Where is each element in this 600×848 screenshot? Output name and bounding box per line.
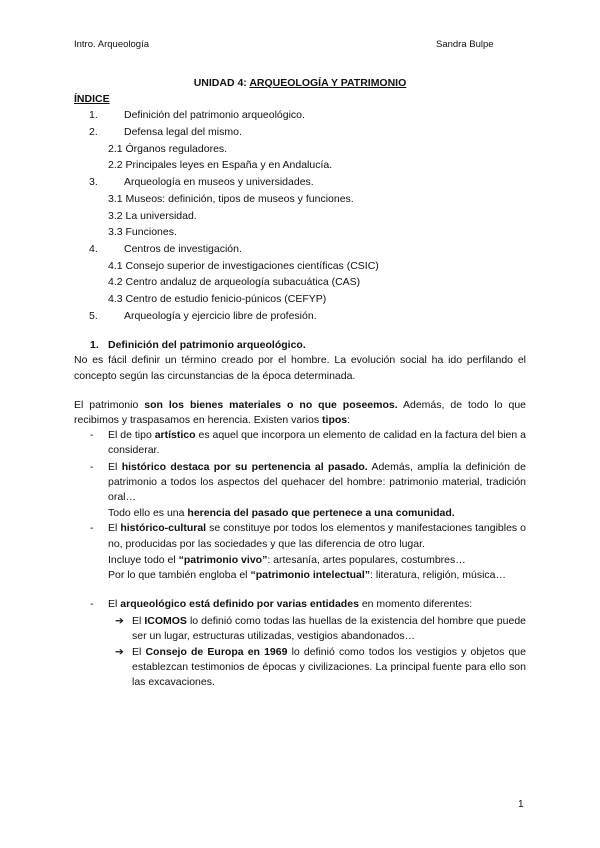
toc-item: 1. Definición del patrimonio arqueológico.	[89, 109, 305, 122]
table-of-contents	[74, 108, 526, 324]
section-heading: 1. Definición del patrimonio arqueológico.	[90, 339, 306, 352]
bullet-artistico: - El de tipo artístico es aquel que incorpora un elemento de calidad en la factura del bien a considerar.	[90, 429, 526, 457]
header-right: Sandra Bulpe	[436, 39, 494, 50]
page-number: 1	[518, 799, 524, 810]
bullet-continuation: Incluye todo el “patrimonio vivo”: artesanía, artes populares, costumbres…	[108, 553, 466, 566]
index-heading: ÍNDICE	[74, 93, 110, 105]
toc-item: 3. Arqueología en museos y universidades.	[89, 176, 314, 189]
bullet-historico-cultural: - El histórico-cultural se constituye por todos los elementos y manifestaciones tangibles o no, producidas por las sociedades y que las diferencia de otro lugar.	[90, 522, 526, 550]
toc-item: 4. Centros de investigación.	[89, 242, 242, 255]
toc-subitem: 2.2 Principales leyes en España y en Andalucía.	[108, 159, 333, 172]
toc-subitem: 3.2 La universidad.	[108, 209, 197, 222]
arrow-right-icon: ➔	[115, 614, 124, 627]
bullet-arqueologico: - El arqueológico está definido por varias entidades en momento diferentes:	[90, 598, 473, 611]
arrow-right-icon: ➔	[115, 646, 124, 658]
bullet-continuation: Por lo que también engloba el “patrimonio intelectual”: literatura, religión, música…	[108, 569, 507, 582]
bullet-continuation: Todo ello es una herencia del pasado que pertenece a una comunidad.	[108, 507, 455, 520]
bullet-historico: - El histórico destaca por su pertenencia al pasado. Además, amplía la definición de patrimonio a todos los aspectos del quehacer del hombre: patrimonio material, tradición oral…	[90, 460, 526, 504]
toc-subitem: 3.3 Funciones.	[108, 226, 177, 239]
arrow-item-consejo: ➔ El Consejo de Europa en 1969 lo definió como todos los vestigios y objetos que establezcan testimonios de épocas y civilizaciones. La principal fuente para ello son las excavaciones.	[115, 646, 526, 689]
toc-item: 5. Arqueología y ejercicio libre de profesión.	[89, 309, 317, 322]
toc-subitem: 4.2 Centro andaluz de arqueología subacuática (CAS)	[108, 276, 361, 289]
toc-item: 2. Defensa legal del mismo.	[89, 125, 242, 138]
toc-subitem: 4.1 Consejo superior de investigaciones científicas (CSIC)	[108, 259, 379, 272]
toc-subitem: 4.3 Centro de estudio fenicio-púnicos (CEFYP)	[108, 293, 327, 306]
page-title: UNIDAD 4: ARQUEOLOGÍA Y PATRIMONIO	[193, 77, 407, 89]
toc-subitem: 3.1 Museos: definición, tipos de museos y funciones.	[108, 192, 354, 205]
arrow-item-icomos: ➔ El ICOMOS lo definió como todas las huellas de la existencia del hombre que puede ser un lugar, estructuras utilizadas, vestigios abandonados…	[115, 614, 526, 642]
toc-subitem: 2.1 Órganos reguladores.	[108, 142, 228, 155]
header-left: Intro. Arqueología	[74, 39, 149, 50]
paragraph-intro: No es fácil definir un término creado por el hombre. La evolución social ha ido perfilando el concepto según las circunstancias de la época determinada.	[74, 354, 526, 382]
paragraph-patrimonio: El patrimonio son los bienes materiales o no que poseemos. Además, de todo lo que recibimos y traspasamos en herencia. Existen varios tipos:	[74, 398, 526, 426]
document-body	[74, 92, 526, 692]
